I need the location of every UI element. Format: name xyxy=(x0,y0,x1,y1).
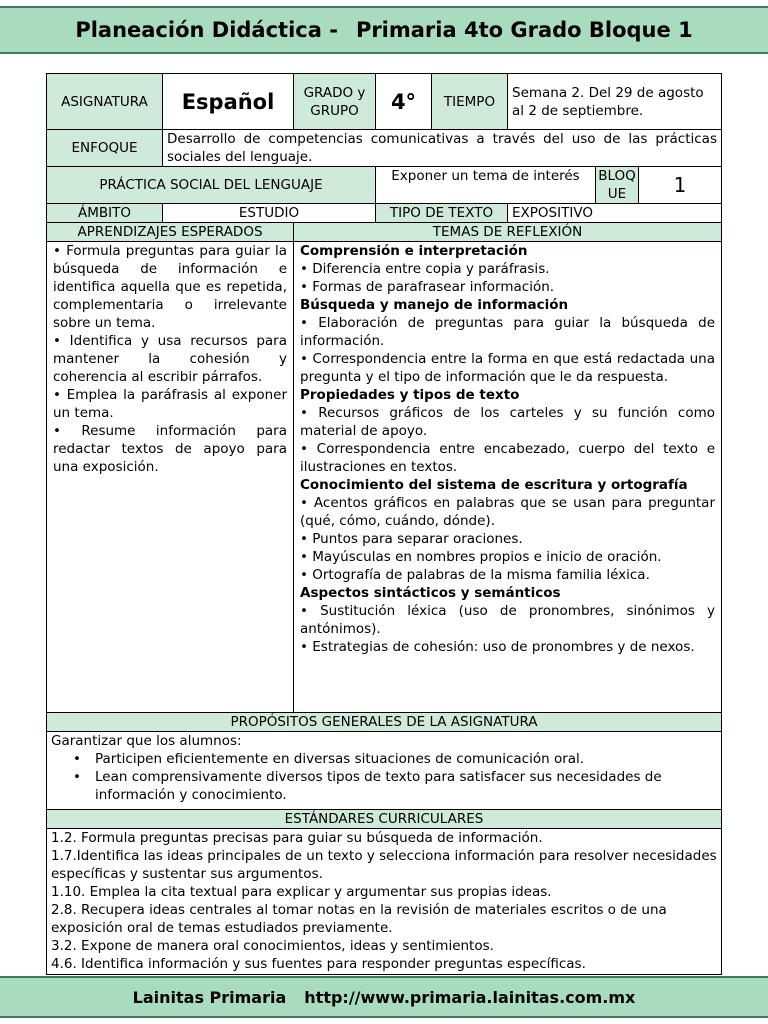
ambito-value: ESTUDIO xyxy=(163,204,376,223)
tema-item: • Sustitución léxica (uso de pronombres, sinónimos y antónimos). xyxy=(300,603,715,637)
estandar-item: 4.6. Identifica información y sus fuentes para responder preguntas específicas. xyxy=(51,956,586,972)
page-title-banner xyxy=(0,6,768,54)
info-row-1 xyxy=(47,74,722,130)
estandar-item: 1.10. Emplea la cita textual para explicar y argumentar sus propias ideas. xyxy=(51,884,552,900)
estandar-item: 1.2. Formula preguntas precisas para guiar su búsqueda de información. xyxy=(51,830,543,846)
bloque-label: BLOQUE xyxy=(596,167,639,204)
tiempo-label: TIEMPO xyxy=(432,74,508,130)
propositos-intro: Garantizar que los alumnos: xyxy=(51,733,242,749)
tema-item: • Estrategias de cohesión: uso de pronombres y de nexos. xyxy=(300,639,695,655)
tema-item: • Ortografía de palabras de la misma familia léxica. xyxy=(300,567,650,583)
enfoque-value: Desarrollo de competencias comunicativas a través del uso de las prácticas sociales del lenguaje. xyxy=(163,130,722,167)
proposito-item: • Lean comprensivamente diversos tipos de texto para satisfacer sus necesidades de información y conocimiento. xyxy=(71,768,717,804)
aprendizajes-list xyxy=(47,242,294,713)
columns-header-row xyxy=(47,223,722,242)
aprendizaje-item: • Formula preguntas para guiar la búsqueda de información e identifica aquella que es repetida, complementaria o irrelevante sobre un tema. xyxy=(53,243,287,331)
estandar-item: 3.2. Expone de manera oral conocimientos, ideas y sentimientos. xyxy=(51,938,494,954)
footer-url[interactable]: http://www.primaria.lainitas.com.mx xyxy=(304,987,636,1007)
tema-item: • Diferencia entre copia y paráfrasis. xyxy=(300,261,550,277)
grado-value: 4° xyxy=(376,74,432,130)
tema-item: • Acentos gráficos en palabras que se usan para preguntar (qué, cómo, cuándo, dónde). xyxy=(300,495,715,529)
aprendizaje-item: • Resume información para redactar textos de apoyo para una exposición. xyxy=(53,423,287,475)
estandares-header: ESTÁNDARES CURRICULARES xyxy=(47,810,722,829)
tema-item: • Formas de parafrasear información. xyxy=(300,279,555,295)
info-row-2 xyxy=(47,130,722,167)
planning-table xyxy=(46,73,722,975)
practica-value: Exponer un tema de interés xyxy=(376,167,596,204)
practica-label: PRÁCTICA SOCIAL DEL LENGUAJE xyxy=(47,167,376,204)
tema-item: • Mayúsculas en nombres propios e inicio de oración. xyxy=(300,549,662,565)
propositos-header: PROPÓSITOS GENERALES DE LA ASIGNATURA xyxy=(47,713,722,732)
propositos-content xyxy=(47,732,722,810)
estandares-content xyxy=(47,829,722,975)
estandares-header-row xyxy=(47,810,722,829)
info-row-4 xyxy=(47,204,722,223)
enfoque-label: ENFOQUE xyxy=(47,130,163,167)
footer-banner xyxy=(0,976,768,1018)
tema-section-title: Búsqueda y manejo de información xyxy=(300,297,569,313)
tema-section-title: Conocimiento del sistema de escritura y ortografía xyxy=(300,477,688,493)
propositos-content-row xyxy=(47,732,722,810)
ambito-label: ÁMBITO xyxy=(47,204,163,223)
propositos-header-row xyxy=(47,713,722,732)
temas-header: TEMAS DE REFLEXIÓN xyxy=(294,223,722,242)
columns-content-row xyxy=(47,242,722,713)
tema-section-title: Propiedades y tipos de texto xyxy=(300,387,520,403)
tipo-texto-value: EXPOSITIVO xyxy=(508,204,722,223)
info-row-3 xyxy=(47,167,722,204)
proposito-item: • Participen eficientemente en diversas situaciones de comunicación oral. xyxy=(71,750,717,768)
estandar-item: 2.8. Recupera ideas centrales al tomar notas en la revisión de materiales escritos o de una exposición oral de temas estudiados previamente. xyxy=(51,902,667,936)
footer-brand: Lainitas Primaria xyxy=(132,987,287,1007)
temas-list xyxy=(294,242,722,713)
page-title-right: Primaria 4to Grado Bloque 1 xyxy=(355,18,693,42)
tema-section-title: Aspectos sintácticos y semánticos xyxy=(300,585,561,601)
aprendizaje-item: • Emplea la paráfrasis al exponer un tema. xyxy=(53,387,287,421)
bloque-value: 1 xyxy=(639,167,722,204)
tema-item: • Correspondencia entre encabezado, cuerpo del texto e ilustraciones en textos. xyxy=(300,441,715,475)
tema-item: • Puntos para separar oraciones. xyxy=(300,531,523,547)
tiempo-value: Semana 2. Del 29 de agosto al 2 de septiembre. xyxy=(508,74,722,130)
estandares-content-row xyxy=(47,829,722,975)
asignatura-label: ASIGNATURA xyxy=(47,74,163,130)
propositos-list xyxy=(51,750,717,804)
tema-item: • Correspondencia entre la forma en que está redactada una pregunta y el tipo de información que le da respuesta. xyxy=(300,351,715,385)
tema-item: • Recursos gráficos de los carteles y su función como material de apoyo. xyxy=(300,405,715,439)
estandar-item: 1.7.Identifica las ideas principales de un texto y selecciona información para resolver necesidades específicas y sustentar sus argumentos. xyxy=(51,848,717,882)
aprendizajes-header: APRENDIZAJES ESPERADOS xyxy=(47,223,294,242)
tema-item: • Elaboración de preguntas para guiar la búsqueda de información. xyxy=(300,315,715,349)
aprendizaje-item: • Identifica y usa recursos para mantener la cohesión y coherencia al escribir párrafos. xyxy=(53,333,287,385)
tipo-texto-label: TIPO DE TEXTO xyxy=(376,204,508,223)
asignatura-value: Español xyxy=(163,74,294,130)
grado-label: GRADO y GRUPO xyxy=(294,74,376,130)
tema-section-title: Comprensión e interpretación xyxy=(300,243,528,259)
page-title-left: Planeación Didáctica - xyxy=(75,18,338,42)
